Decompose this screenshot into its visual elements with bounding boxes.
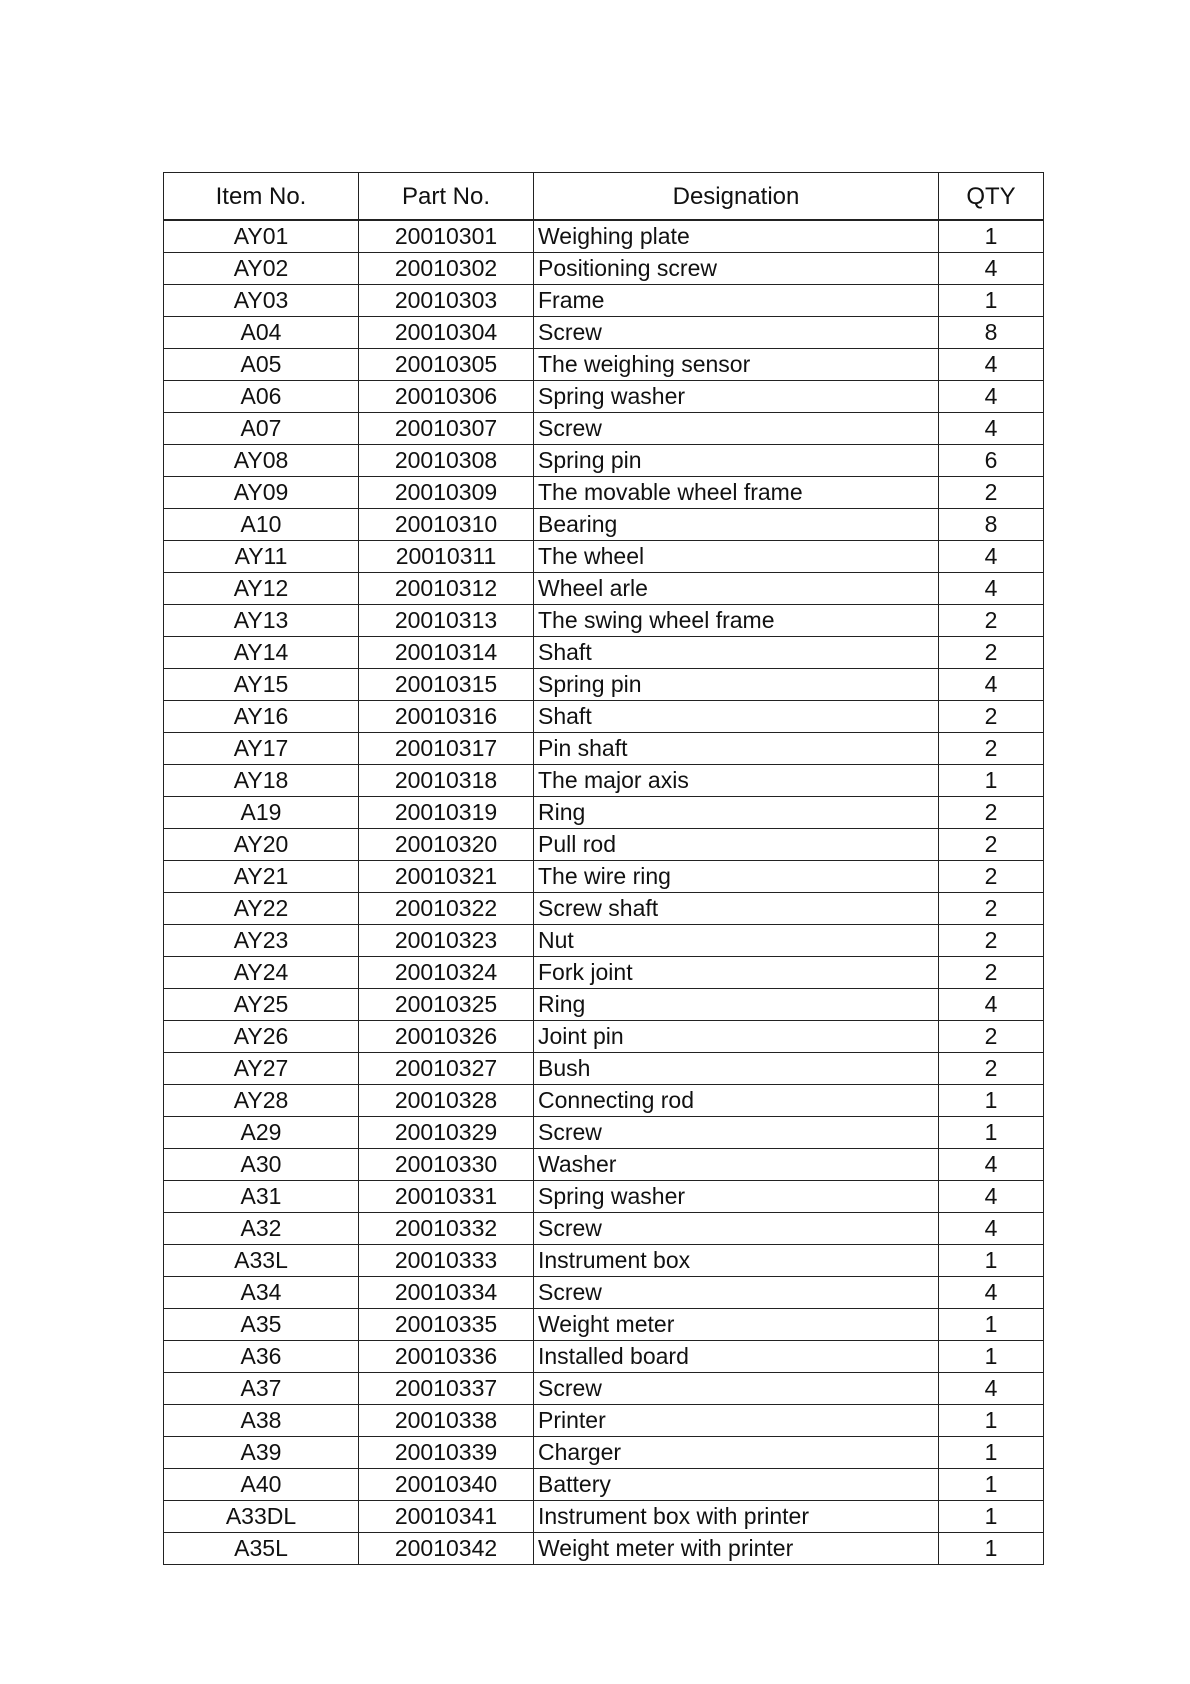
table-row: [164, 637, 1044, 669]
qty-cell: 1: [939, 1501, 1044, 1533]
header-designation: Designation: [534, 173, 939, 221]
header-item-no: Item No.: [164, 173, 359, 221]
designation-cell: Shaft: [534, 701, 939, 733]
designation-cell: Screw: [534, 317, 939, 349]
qty-cell: 4: [939, 381, 1044, 413]
table-row: [164, 1501, 1044, 1533]
item-no-cell: AY28: [164, 1085, 359, 1117]
designation-cell: Spring pin: [534, 445, 939, 477]
item-no-cell: AY22: [164, 893, 359, 925]
part-no-cell: 20010342: [359, 1533, 534, 1565]
part-no-cell: 20010326: [359, 1021, 534, 1053]
qty-cell: 4: [939, 253, 1044, 285]
qty-cell: 6: [939, 445, 1044, 477]
part-no-cell: 20010323: [359, 925, 534, 957]
header-part-no: Part No.: [359, 173, 534, 221]
part-no-cell: 20010325: [359, 989, 534, 1021]
table-row: [164, 893, 1044, 925]
item-no-cell: AY13: [164, 605, 359, 637]
designation-cell: Spring washer: [534, 381, 939, 413]
item-no-cell: A31: [164, 1181, 359, 1213]
item-no-cell: A33L: [164, 1245, 359, 1277]
part-no-cell: 20010310: [359, 509, 534, 541]
qty-cell: 1: [939, 765, 1044, 797]
item-no-cell: AY14: [164, 637, 359, 669]
item-no-cell: A32: [164, 1213, 359, 1245]
table-row: [164, 477, 1044, 509]
part-no-cell: 20010307: [359, 413, 534, 445]
part-no-cell: 20010327: [359, 1053, 534, 1085]
designation-cell: Wheel arle: [534, 573, 939, 605]
designation-cell: The major axis: [534, 765, 939, 797]
table-row: [164, 285, 1044, 317]
table-row: [164, 925, 1044, 957]
part-no-cell: 20010305: [359, 349, 534, 381]
table-row: [164, 1373, 1044, 1405]
qty-cell: 1: [939, 1309, 1044, 1341]
designation-cell: Charger: [534, 1437, 939, 1469]
item-no-cell: AY08: [164, 445, 359, 477]
item-no-cell: A29: [164, 1117, 359, 1149]
qty-cell: 2: [939, 701, 1044, 733]
part-no-cell: 20010340: [359, 1469, 534, 1501]
table-row: [164, 253, 1044, 285]
item-no-cell: A37: [164, 1373, 359, 1405]
table-row: [164, 989, 1044, 1021]
item-no-cell: AY25: [164, 989, 359, 1021]
table-row: [164, 509, 1044, 541]
part-no-cell: 20010304: [359, 317, 534, 349]
item-no-cell: A30: [164, 1149, 359, 1181]
designation-cell: Ring: [534, 797, 939, 829]
table-row: [164, 1309, 1044, 1341]
qty-cell: 1: [939, 1437, 1044, 1469]
part-no-cell: 20010332: [359, 1213, 534, 1245]
item-no-cell: AY01: [164, 220, 359, 253]
designation-cell: Screw: [534, 1277, 939, 1309]
designation-cell: Weighing plate: [534, 220, 939, 253]
part-no-cell: 20010321: [359, 861, 534, 893]
table-row: [164, 1117, 1044, 1149]
item-no-cell: AY23: [164, 925, 359, 957]
table-row: [164, 1213, 1044, 1245]
table-header-row: [164, 173, 1044, 221]
designation-cell: Battery: [534, 1469, 939, 1501]
part-no-cell: 20010331: [359, 1181, 534, 1213]
part-no-cell: 20010311: [359, 541, 534, 573]
item-no-cell: AY18: [164, 765, 359, 797]
item-no-cell: A06: [164, 381, 359, 413]
qty-cell: 1: [939, 1117, 1044, 1149]
table-body: [164, 220, 1044, 1565]
qty-cell: 8: [939, 509, 1044, 541]
item-no-cell: A39: [164, 1437, 359, 1469]
part-no-cell: 20010314: [359, 637, 534, 669]
qty-cell: 4: [939, 541, 1044, 573]
designation-cell: Pull rod: [534, 829, 939, 861]
qty-cell: 2: [939, 861, 1044, 893]
part-no-cell: 20010303: [359, 285, 534, 317]
part-no-cell: 20010317: [359, 733, 534, 765]
table-row: [164, 317, 1044, 349]
item-no-cell: AY27: [164, 1053, 359, 1085]
designation-cell: Positioning screw: [534, 253, 939, 285]
item-no-cell: AY02: [164, 253, 359, 285]
part-no-cell: 20010318: [359, 765, 534, 797]
designation-cell: Screw: [534, 1213, 939, 1245]
part-no-cell: 20010328: [359, 1085, 534, 1117]
qty-cell: 4: [939, 573, 1044, 605]
designation-cell: Screw: [534, 1373, 939, 1405]
item-no-cell: A19: [164, 797, 359, 829]
part-no-cell: 20010306: [359, 381, 534, 413]
qty-cell: 4: [939, 1181, 1044, 1213]
designation-cell: Weight meter: [534, 1309, 939, 1341]
part-no-cell: 20010319: [359, 797, 534, 829]
qty-cell: 2: [939, 1053, 1044, 1085]
item-no-cell: A35: [164, 1309, 359, 1341]
table-row: [164, 1405, 1044, 1437]
part-no-cell: 20010335: [359, 1309, 534, 1341]
table-row: [164, 1469, 1044, 1501]
designation-cell: Shaft: [534, 637, 939, 669]
item-no-cell: A33DL: [164, 1501, 359, 1533]
part-no-cell: 20010338: [359, 1405, 534, 1437]
table-row: [164, 413, 1044, 445]
table-row: [164, 829, 1044, 861]
part-no-cell: 20010316: [359, 701, 534, 733]
item-no-cell: AY03: [164, 285, 359, 317]
table-row: [164, 957, 1044, 989]
designation-cell: Screw shaft: [534, 893, 939, 925]
qty-cell: 2: [939, 477, 1044, 509]
item-no-cell: AY11: [164, 541, 359, 573]
part-no-cell: 20010313: [359, 605, 534, 637]
designation-cell: Bearing: [534, 509, 939, 541]
part-no-cell: 20010308: [359, 445, 534, 477]
table-row: [164, 1277, 1044, 1309]
table-row: [164, 1341, 1044, 1373]
table-row: [164, 349, 1044, 381]
item-no-cell: A10: [164, 509, 359, 541]
designation-cell: Washer: [534, 1149, 939, 1181]
table-row: [164, 220, 1044, 253]
item-no-cell: A38: [164, 1405, 359, 1437]
part-no-cell: 20010324: [359, 957, 534, 989]
item-no-cell: AY12: [164, 573, 359, 605]
qty-cell: 1: [939, 1405, 1044, 1437]
table-row: [164, 573, 1044, 605]
table-row: [164, 1533, 1044, 1565]
header-qty: QTY: [939, 173, 1044, 221]
designation-cell: Ring: [534, 989, 939, 1021]
designation-cell: Spring washer: [534, 1181, 939, 1213]
qty-cell: 2: [939, 1021, 1044, 1053]
table-row: [164, 797, 1044, 829]
designation-cell: The movable wheel frame: [534, 477, 939, 509]
item-no-cell: A40: [164, 1469, 359, 1501]
designation-cell: Instrument box: [534, 1245, 939, 1277]
table-row: [164, 669, 1044, 701]
part-no-cell: 20010320: [359, 829, 534, 861]
part-no-cell: 20010315: [359, 669, 534, 701]
designation-cell: Spring pin: [534, 669, 939, 701]
table-row: [164, 1085, 1044, 1117]
qty-cell: 1: [939, 1341, 1044, 1373]
qty-cell: 2: [939, 893, 1044, 925]
designation-cell: The weighing sensor: [534, 349, 939, 381]
designation-cell: The wire ring: [534, 861, 939, 893]
table-row: [164, 1053, 1044, 1085]
designation-cell: Frame: [534, 285, 939, 317]
designation-cell: The swing wheel frame: [534, 605, 939, 637]
item-no-cell: AY16: [164, 701, 359, 733]
item-no-cell: AY20: [164, 829, 359, 861]
qty-cell: 4: [939, 1149, 1044, 1181]
designation-cell: Pin shaft: [534, 733, 939, 765]
qty-cell: 1: [939, 1533, 1044, 1565]
item-no-cell: A34: [164, 1277, 359, 1309]
table-row: [164, 1149, 1044, 1181]
table-row: [164, 445, 1044, 477]
designation-cell: Weight meter with printer: [534, 1533, 939, 1565]
qty-cell: 2: [939, 733, 1044, 765]
qty-cell: 1: [939, 1469, 1044, 1501]
qty-cell: 4: [939, 1277, 1044, 1309]
item-no-cell: AY21: [164, 861, 359, 893]
designation-cell: Connecting rod: [534, 1085, 939, 1117]
qty-cell: 4: [939, 669, 1044, 701]
item-no-cell: AY26: [164, 1021, 359, 1053]
part-no-cell: 20010341: [359, 1501, 534, 1533]
item-no-cell: A07: [164, 413, 359, 445]
item-no-cell: A05: [164, 349, 359, 381]
qty-cell: 4: [939, 1213, 1044, 1245]
qty-cell: 1: [939, 285, 1044, 317]
qty-cell: 4: [939, 349, 1044, 381]
item-no-cell: A36: [164, 1341, 359, 1373]
part-no-cell: 20010334: [359, 1277, 534, 1309]
qty-cell: 1: [939, 1085, 1044, 1117]
item-no-cell: A04: [164, 317, 359, 349]
item-no-cell: AY09: [164, 477, 359, 509]
qty-cell: 1: [939, 1245, 1044, 1277]
part-no-cell: 20010312: [359, 573, 534, 605]
designation-cell: Fork joint: [534, 957, 939, 989]
qty-cell: 8: [939, 317, 1044, 349]
designation-cell: Screw: [534, 1117, 939, 1149]
part-no-cell: 20010301: [359, 220, 534, 253]
qty-cell: 4: [939, 413, 1044, 445]
item-no-cell: AY24: [164, 957, 359, 989]
qty-cell: 2: [939, 605, 1044, 637]
item-no-cell: AY15: [164, 669, 359, 701]
table-row: [164, 1437, 1044, 1469]
qty-cell: 2: [939, 637, 1044, 669]
table-row: [164, 541, 1044, 573]
part-no-cell: 20010333: [359, 1245, 534, 1277]
table-row: [164, 765, 1044, 797]
qty-cell: 2: [939, 925, 1044, 957]
designation-cell: Joint pin: [534, 1021, 939, 1053]
part-no-cell: 20010302: [359, 253, 534, 285]
part-no-cell: 20010336: [359, 1341, 534, 1373]
qty-cell: 2: [939, 957, 1044, 989]
designation-cell: Instrument box with printer: [534, 1501, 939, 1533]
part-no-cell: 20010322: [359, 893, 534, 925]
designation-cell: Screw: [534, 413, 939, 445]
table-row: [164, 381, 1044, 413]
item-no-cell: A35L: [164, 1533, 359, 1565]
part-no-cell: 20010330: [359, 1149, 534, 1181]
qty-cell: 4: [939, 989, 1044, 1021]
part-no-cell: 20010329: [359, 1117, 534, 1149]
designation-cell: Bush: [534, 1053, 939, 1085]
table-row: [164, 1021, 1044, 1053]
part-no-cell: 20010309: [359, 477, 534, 509]
designation-cell: Nut: [534, 925, 939, 957]
qty-cell: 4: [939, 1373, 1044, 1405]
table-row: [164, 1181, 1044, 1213]
qty-cell: 1: [939, 220, 1044, 253]
part-no-cell: 20010337: [359, 1373, 534, 1405]
table-row: [164, 1245, 1044, 1277]
qty-cell: 2: [939, 797, 1044, 829]
designation-cell: The wheel: [534, 541, 939, 573]
table-row: [164, 861, 1044, 893]
part-no-cell: 20010339: [359, 1437, 534, 1469]
item-no-cell: AY17: [164, 733, 359, 765]
qty-cell: 2: [939, 829, 1044, 861]
designation-cell: Installed board: [534, 1341, 939, 1373]
designation-cell: Printer: [534, 1405, 939, 1437]
table-row: [164, 701, 1044, 733]
table-row: [164, 605, 1044, 637]
table-row: [164, 733, 1044, 765]
parts-list-table: [163, 172, 1044, 1565]
